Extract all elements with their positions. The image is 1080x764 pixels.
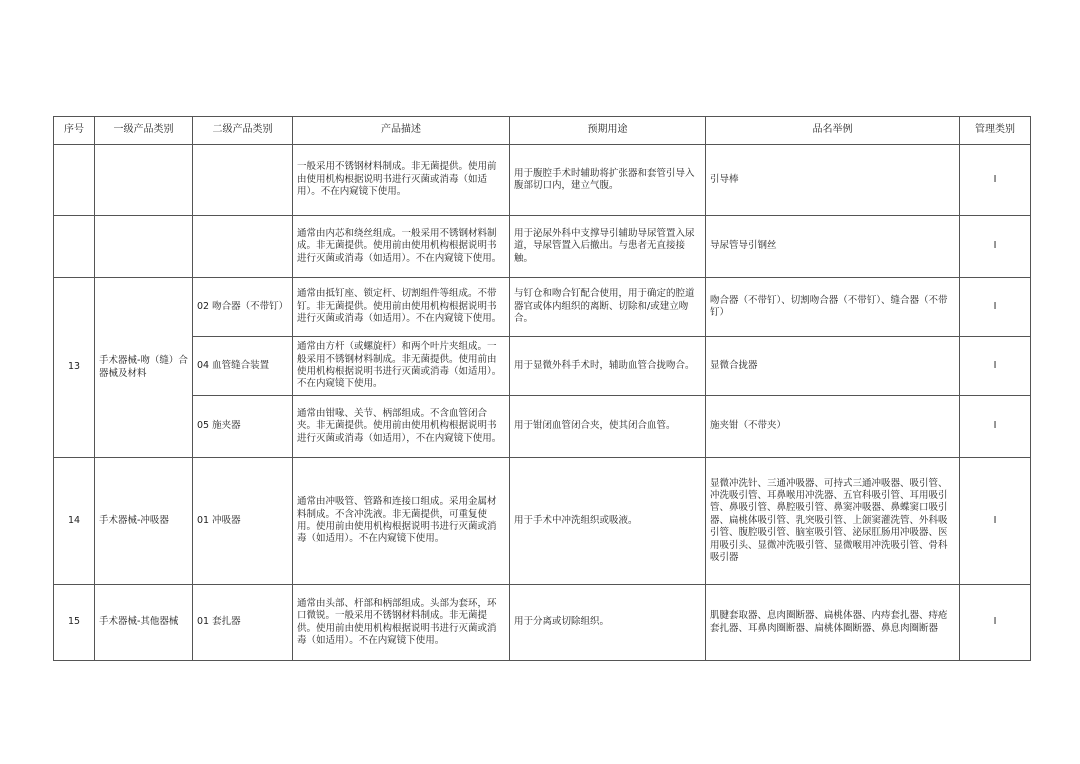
management-class-cell: I xyxy=(960,585,1031,661)
level1-cell xyxy=(95,145,193,216)
description-cell: 一般采用不锈钢材料制成。非无菌提供。使用前由使用机构根据说明书进行灭菌或消毒（如适用）。不在内窥镜下使用。 xyxy=(293,145,510,216)
table-row xyxy=(54,396,1031,458)
description-cell: 通常由抵钉座、锁定杆、切割组件等组成。不带钉。非无菌提供。使用前由使用机构根据说明书进行灭菌或消毒（如适用）。不在内窥镜下使用。 xyxy=(293,278,510,337)
header-management-class: 管理类别 xyxy=(960,117,1031,145)
table-row xyxy=(54,278,1031,337)
intended-use-cell: 用于腹腔手术时辅助将扩张器和套管引导入腹部切口内，建立气腹。 xyxy=(510,145,706,216)
intended-use-cell: 用于显微外科手术时，辅助血管合拢吻合。 xyxy=(510,337,706,396)
name-examples-cell: 导尿管导引钢丝 xyxy=(706,216,960,278)
table-row xyxy=(54,585,1031,661)
header-name-examples: 品名举例 xyxy=(706,117,960,145)
seq-cell: 13 xyxy=(54,278,95,458)
level1-cell: 手术器械-冲吸器 xyxy=(95,458,193,585)
description-cell: 通常由冲吸管、管路和连接口组成。采用金属材料制成。不含冲洗液。非无菌提供，可重复使用。使用前由使用机构根据说明书进行灭菌或消毒（如适用）。不在内窥镜下使用。 xyxy=(293,458,510,585)
seq-cell: 14 xyxy=(54,458,95,585)
intended-use-cell: 用于分离或切除组织。 xyxy=(510,585,706,661)
header-level2-category: 二级产品类别 xyxy=(193,117,293,145)
header-level1-category: 一级产品类别 xyxy=(95,117,193,145)
management-class-cell: I xyxy=(960,278,1031,337)
header-seq: 序号 xyxy=(54,117,95,145)
description-cell: 通常由方杆（或螺旋杆）和两个叶片夹组成。一般采用不锈钢材料制成。非无菌提供。使用前由使用机构根据说明书进行灭菌或消毒（如适用）。不在内窥镜下使用。 xyxy=(293,337,510,396)
management-class-cell: I xyxy=(960,337,1031,396)
table-row xyxy=(54,458,1031,585)
seq-cell xyxy=(54,216,95,278)
header-description: 产品描述 xyxy=(293,117,510,145)
seq-cell: 15 xyxy=(54,585,95,661)
management-class-cell: I xyxy=(960,458,1031,585)
intended-use-cell: 与钉仓和吻合钉配合使用，用于确定的腔道器官或体内组织的离断、切除和/或建立吻合。 xyxy=(510,278,706,337)
description-cell: 通常由头部、杆部和柄部组成。头部为套环，环口微锐。一般采用不锈钢材料制成。非无菌提供。使用前由使用机构根据说明书进行灭菌或消毒（如适用）。不在内窥镜下使用。 xyxy=(293,585,510,661)
name-examples-cell: 显微合拢器 xyxy=(706,337,960,396)
description-cell: 通常由钳喙、关节、柄部组成。不含血管闭合夹。非无菌提供。使用前由使用机构根据说明书进行灭菌或消毒（如适用），不在内窥镜下使用。 xyxy=(293,396,510,458)
table-row xyxy=(54,216,1031,278)
intended-use-cell: 用于泌尿外科中支撑导引辅助导尿管置入尿道，导尿管置入后撤出。与患者无直接接触。 xyxy=(510,216,706,278)
level2-cell: 04 血管缝合装置 xyxy=(193,337,293,396)
product-classification-table xyxy=(53,116,1031,661)
level2-cell: 05 施夹器 xyxy=(193,396,293,458)
level1-cell: 手术器械-吻（缝）合器械及材料 xyxy=(95,278,193,458)
header-intended-use: 预期用途 xyxy=(510,117,706,145)
management-class-cell: I xyxy=(960,145,1031,216)
intended-use-cell: 用于手术中冲洗组织或吸液。 xyxy=(510,458,706,585)
name-examples-cell: 肌腱套取器、息肉圈断器、扁桃体器、内痔套扎器、痔疮套扎器、耳鼻肉圈断器、扁桃体圈断器、鼻息肉圈断器 xyxy=(706,585,960,661)
management-class-cell: I xyxy=(960,396,1031,458)
level2-cell xyxy=(193,145,293,216)
description-cell: 通常由内芯和绕丝组成。一般采用不锈钢材料制成。非无菌提供。使用前由使用机构根据说明书进行灭菌或消毒（如适用）。不在内窥镜下使用。 xyxy=(293,216,510,278)
management-class-cell: I xyxy=(960,216,1031,278)
table-row xyxy=(54,337,1031,396)
level2-cell: 01 冲吸器 xyxy=(193,458,293,585)
name-examples-cell: 显微冲洗针、三通冲吸器、可持式三通冲吸器、吸引管、冲洗吸引管、耳鼻喉用冲洗器、五官科吸引管、耳用吸引管、鼻吸引管、鼻腔吸引管、鼻窦冲吸器、鼻蝶窦口吸引器、扁桃体吸引管、乳突吸引管、上颌窦灌洗管、外科吸引管、腹腔吸引管、脑室吸引管、泌尿肛肠用冲吸器、医用吸引头、显微冲洗吸引管、显微喉用冲洗吸引管、骨科吸引器 xyxy=(706,458,960,585)
name-examples-cell: 吻合器（不带钉）、切割吻合器（不带钉）、缝合器（不带钉） xyxy=(706,278,960,337)
name-examples-cell: 引导棒 xyxy=(706,145,960,216)
level2-cell: 02 吻合器（不带钉） xyxy=(193,278,293,337)
level1-cell xyxy=(95,216,193,278)
name-examples-cell: 施夹钳（不带夹） xyxy=(706,396,960,458)
level2-cell xyxy=(193,216,293,278)
level1-cell: 手术器械-其他器械 xyxy=(95,585,193,661)
table-header-row xyxy=(54,117,1031,145)
level2-cell: 01 套扎器 xyxy=(193,585,293,661)
table-row xyxy=(54,145,1031,216)
intended-use-cell: 用于钳闭血管闭合夹，使其闭合血管。 xyxy=(510,396,706,458)
seq-cell xyxy=(54,145,95,216)
